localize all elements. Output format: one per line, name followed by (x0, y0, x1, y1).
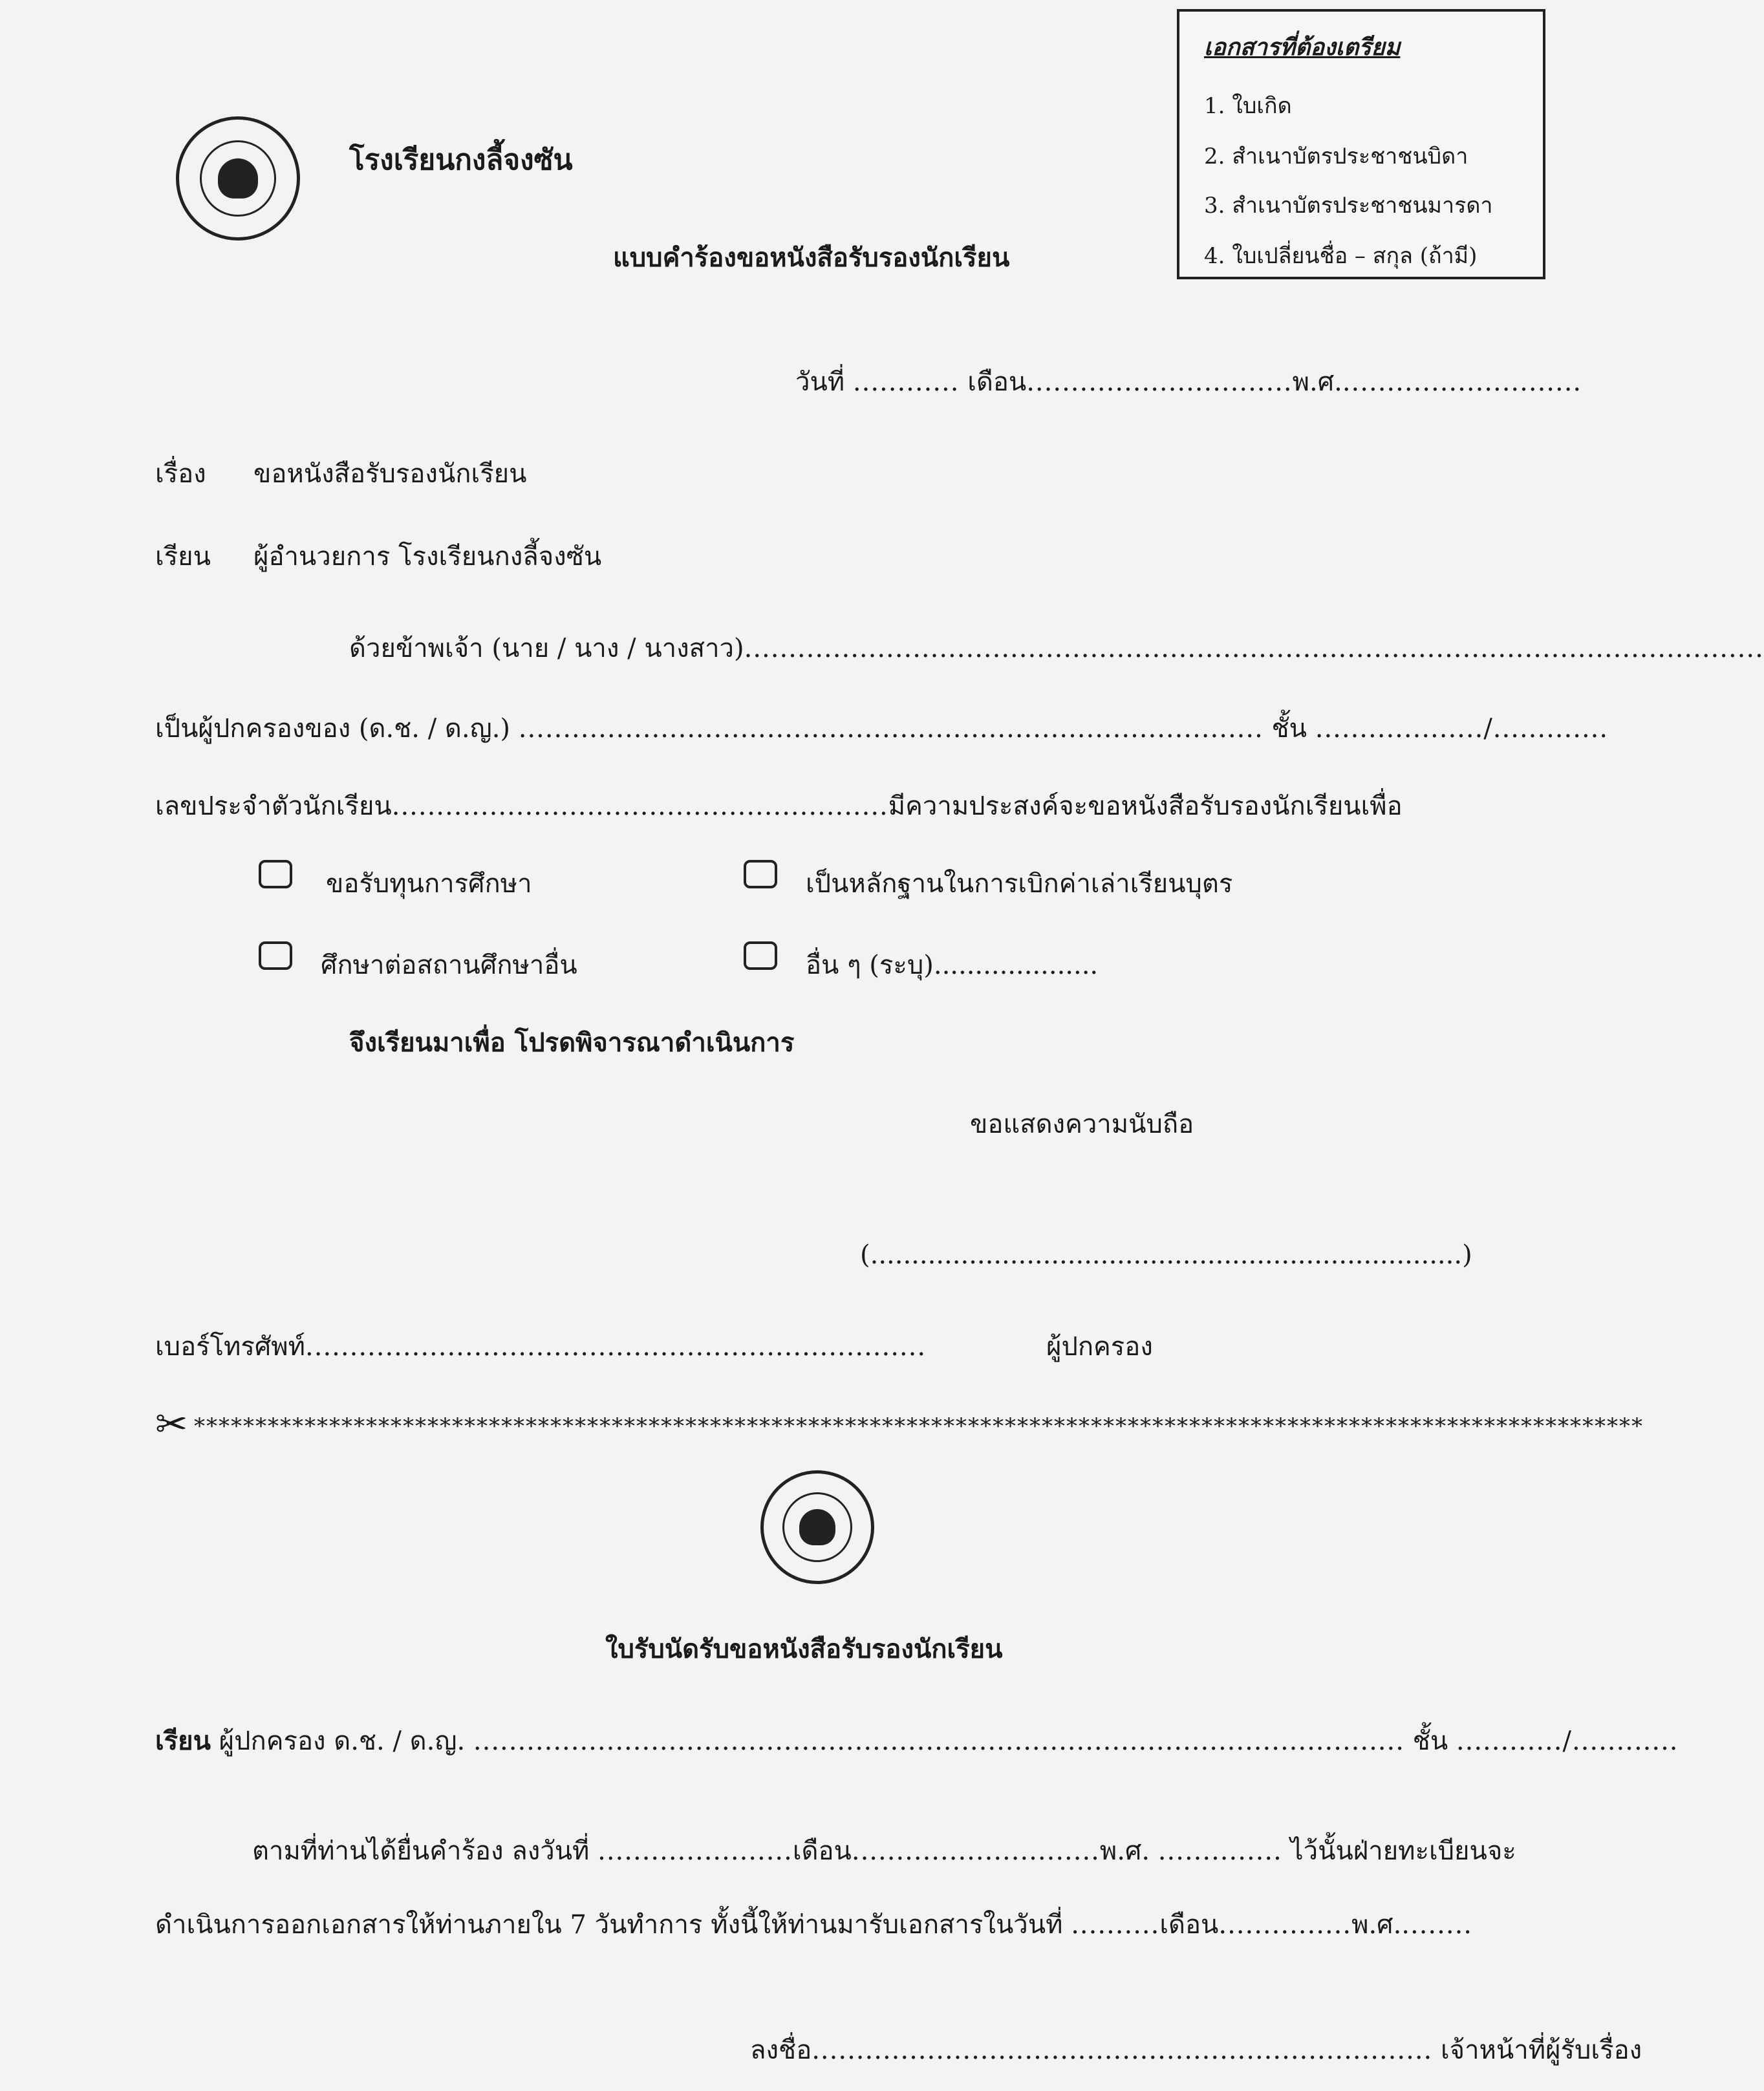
school-seal-top (176, 116, 300, 241)
receipt-to-line (155, 1720, 1679, 1761)
signature-field[interactable]: (........................................................................) (860, 1240, 1472, 1270)
scissors-icon: ✂ (155, 1402, 188, 1447)
guardian-label: เป็นผู้ปกครองของ (ด.ช. / ด.ญ.) (155, 714, 511, 744)
receipt-line2-text: ดำเนินการออกเอกสารให้ท่านภายใน (155, 1910, 562, 1940)
subject-value: ขอหนังสือรับรองนักเรียน (253, 459, 527, 489)
receipt-class-field[interactable]: ............/............ (1456, 1726, 1679, 1756)
date-line (795, 361, 1582, 402)
option-other-label: อื่น ๆ (ระบุ).................... (806, 950, 1099, 980)
option-transfer-checkbox[interactable] (259, 941, 292, 970)
class-field[interactable]: .................../............. (1315, 714, 1609, 744)
option-tuition-label: เป็นหลักฐานในการเบิกค่าเล่าเรียนบุตร (806, 869, 1233, 899)
applicant-line (349, 627, 1764, 669)
sign-label: ลงชื่อ (750, 2035, 812, 2065)
regards-text: ขอแสดงความนับถือ (970, 1110, 1194, 1139)
school-name: โรงเรียนกงลี้จงซัน (349, 144, 573, 177)
option-scholarship-label: ขอรับทุนการศึกษา (326, 869, 532, 899)
receipt-student-field[interactable]: ......................................................................................................... (473, 1726, 1404, 1756)
year-label: พ.ศ. (1292, 367, 1342, 397)
receipt-to-value: ผู้ปกครอง ด.ช. / ด.ญ. (219, 1726, 466, 1756)
month-field[interactable]: .............................. (1026, 367, 1293, 397)
year-field[interactable]: ........................... (1342, 367, 1582, 397)
pickup-year-label: พ.ศ. (1351, 1910, 1402, 1940)
pickup-day-field[interactable]: .......... (1071, 1910, 1160, 1940)
to-value: ผู้อำนวยการ โรงเรียนกงลี้จงซัน (253, 542, 602, 572)
student-id-field[interactable]: ........................................................ (391, 791, 888, 821)
student-name-field[interactable]: .................................................................................... (518, 714, 1264, 744)
purpose-label: มีความประสงค์จะขอหนังสือรับรองนักเรียนเพื่อ (888, 791, 1403, 821)
subject-label: เรื่อง (155, 459, 206, 489)
receipt-line-1 (252, 1830, 1516, 1871)
receipt-line1-suffix: ไว้นั้นฝ่ายทะเบียนจะ (1290, 1836, 1516, 1866)
required-documents-heading: เอกสารที่ต้องเตรียม (1204, 34, 1401, 61)
option-scholarship-checkbox[interactable] (259, 860, 292, 888)
receipt-month-label: เดือน (792, 1836, 852, 1866)
day-label: วันที่ (795, 367, 845, 397)
form-title: แบบคำร้องขอหนังสือรับรองนักเรียน (613, 242, 1010, 273)
option-tuition-checkbox[interactable] (744, 860, 777, 888)
phone-label: เบอร์โทรศัพท์ (155, 1332, 306, 1362)
guardian-line (155, 707, 1608, 749)
officer-role: เจ้าหน้าที่ผู้รับเรื่อง (1440, 2035, 1642, 2065)
document-item: 4. ใบเปลี่ยนชื่อ – สกุล (ถ้ามี) (1204, 243, 1478, 269)
pickup-year-field[interactable]: ........ (1401, 1910, 1472, 1940)
applicant-name-field[interactable]: ................................................................................................................... (744, 634, 1764, 663)
receipt-to-label: เรียน (155, 1726, 211, 1756)
class-label: ชั้น (1271, 714, 1307, 744)
to-label: เรียน (155, 542, 211, 572)
officer-sign-line (750, 2029, 1642, 2070)
pickup-month-label: เดือน (1159, 1910, 1219, 1940)
document-item: 3. สำเนาบัตรประชาชนมารดา (1204, 193, 1493, 219)
guardian-role: ผู้ปกครอง (1046, 1332, 1153, 1362)
month-label: เดือน (967, 367, 1027, 397)
closing-text: จึงเรียนมาเพื่อ โปรดพิจารณาดำเนินการ (349, 1027, 795, 1058)
receipt-title: ใบรับนัดรับขอหนังสือรับรองนักเรียน (605, 1634, 1003, 1664)
officer-sign-field[interactable]: ...................................................................... (812, 2035, 1433, 2065)
receipt-line2-text-b: วันทำการ ทั้งนี้ให้ท่านมารับเอกสารในวันที่ (594, 1910, 1063, 1940)
receipt-day-field[interactable]: ...................... (597, 1836, 793, 1866)
student-id-label: เลขประจำตัวนักเรียน (155, 791, 392, 821)
cut-line: ********************************************************************************************************************** (194, 1413, 1644, 1439)
pickup-month-field[interactable]: ............... (1218, 1910, 1352, 1940)
phone-line (155, 1325, 926, 1367)
document-item: 2. สำเนาบัตรประชาชนบิดา (1204, 144, 1468, 169)
receipt-month-field[interactable]: ............................ (851, 1836, 1100, 1866)
receipt-days-number: 7 (570, 1910, 586, 1940)
school-seal-bottom (760, 1470, 874, 1584)
day-field[interactable]: ............ (852, 367, 960, 397)
receipt-year-label: พ.ศ. (1099, 1836, 1150, 1866)
required-documents-box (1177, 9, 1545, 279)
option-other-checkbox[interactable] (744, 941, 777, 970)
receipt-line-2 (155, 1903, 1472, 1945)
receipt-year-field[interactable]: .............. (1157, 1836, 1282, 1866)
phone-field[interactable]: ...................................................................... (305, 1332, 927, 1362)
student-id-line (155, 785, 1403, 826)
receipt-class-label: ชั้น (1412, 1726, 1448, 1756)
applicant-label: ด้วยข้าพเจ้า (นาย / นาง / นางสาว) (349, 634, 744, 663)
option-transfer-label: ศึกษาต่อสถานศึกษาอื่น (321, 950, 577, 980)
document-item: 1. ใบเกิด (1204, 93, 1292, 119)
receipt-line1-text: ตามที่ท่านได้ยื่นคำร้อง ลงวันที่ (252, 1836, 590, 1866)
